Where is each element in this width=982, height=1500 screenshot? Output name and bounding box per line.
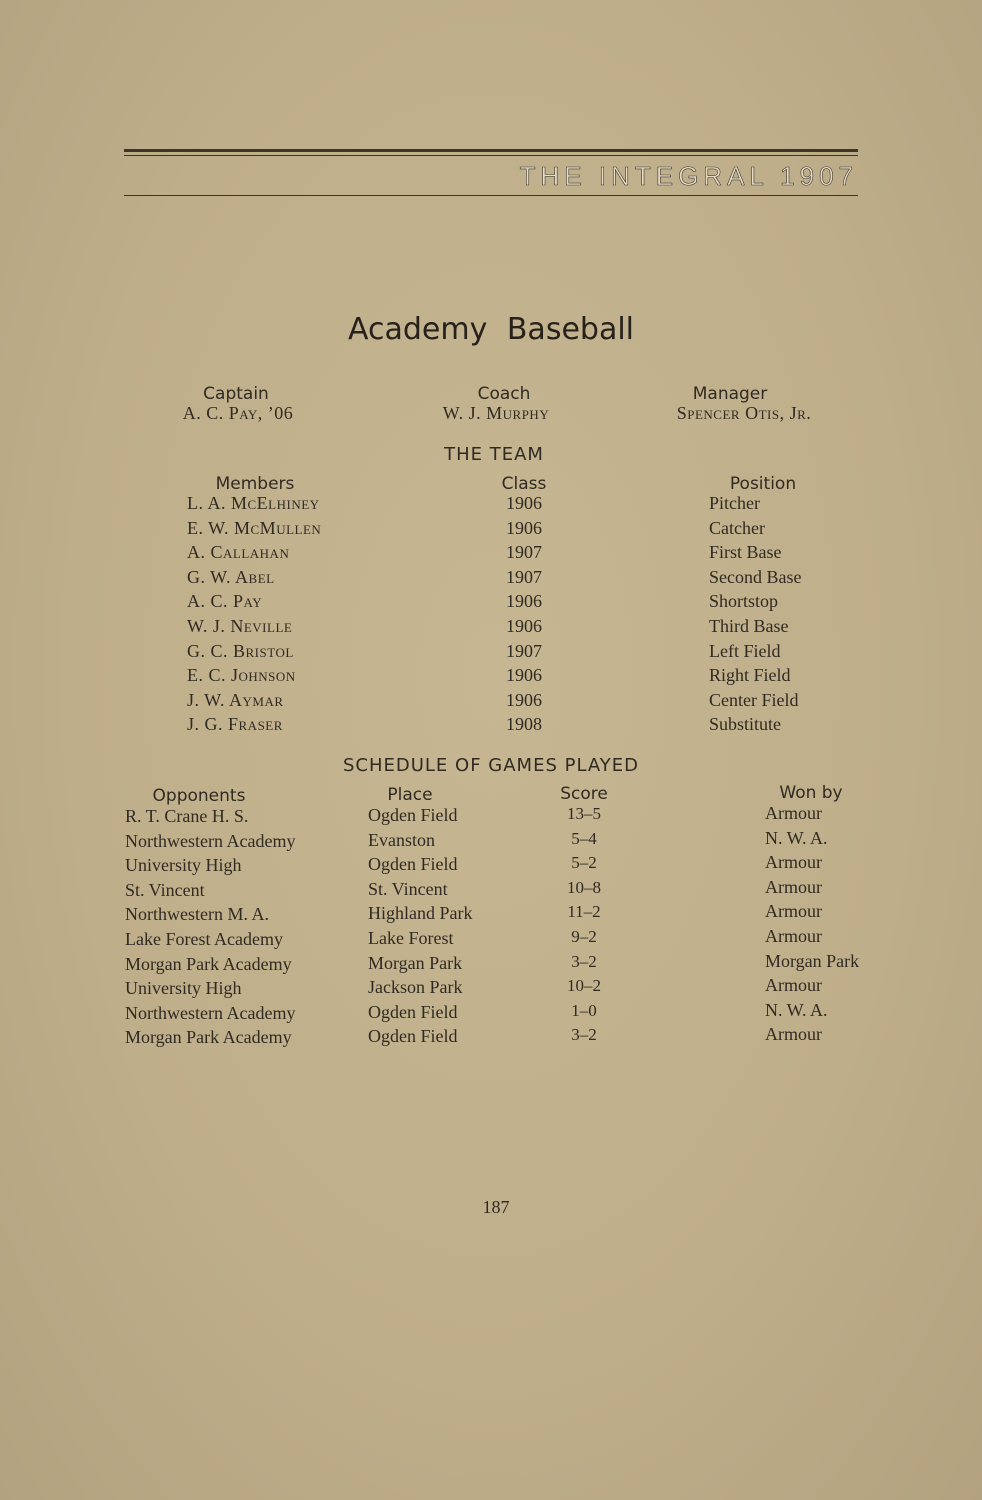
opponents-header: Opponents (152, 786, 246, 806)
member-position: Center Field (709, 690, 799, 710)
member-position: Right Field (709, 665, 791, 685)
game-opponent: University High (125, 978, 242, 998)
page-number: 187 (482, 1197, 510, 1217)
game-won-by: Armour (765, 852, 822, 872)
member-name: A. Callahan (187, 542, 290, 562)
member-class: 1907 (506, 542, 542, 562)
game-score: 1–0 (571, 1001, 597, 1020)
game-place: Jackson Park (368, 977, 463, 997)
game-won-by: Morgan Park (765, 951, 860, 971)
member-name: A. C. Pay (187, 591, 263, 611)
member-position: Catcher (709, 518, 765, 538)
game-place: Lake Forest (368, 928, 454, 948)
member-name: E. C. Johnson (187, 665, 296, 685)
coach-name: W. J. Murphy (442, 403, 550, 423)
game-place: Evanston (368, 830, 435, 850)
game-opponent: Northwestern M. A. (125, 904, 269, 924)
members-header: Members (215, 474, 295, 494)
game-place: Ogden Field (368, 854, 458, 874)
game-score: 3–2 (571, 952, 597, 971)
member-class: 1906 (506, 591, 542, 611)
member-name: J. W. Aymar (187, 690, 284, 710)
game-score: 13–5 (567, 804, 601, 823)
game-opponent: R. T. Crane H. S. (125, 806, 249, 826)
game-score: 9–2 (571, 927, 597, 946)
page-title: Academy Baseball (347, 312, 635, 347)
game-place: Morgan Park (368, 953, 463, 973)
member-class: 1907 (506, 641, 542, 661)
game-opponent: Northwestern Academy (125, 831, 296, 851)
game-won-by: N. W. A. (765, 828, 828, 848)
member-class: 1906 (506, 518, 542, 538)
game-opponent: Morgan Park Academy (125, 1027, 292, 1047)
member-class: 1906 (506, 665, 542, 685)
game-won-by: Armour (765, 975, 822, 995)
game-place: Ogden Field (368, 1002, 458, 1022)
member-position: Third Base (709, 616, 789, 636)
team-heading: THE TEAM (444, 444, 544, 465)
member-class: 1906 (506, 616, 542, 636)
game-won-by: Armour (765, 877, 822, 897)
running-head: THE INTEGRAL 1907 (519, 161, 858, 191)
game-opponent: University High (125, 855, 242, 875)
member-position: Second Base (709, 567, 802, 587)
header-rule-top-thin (124, 155, 858, 156)
game-place: Ogden Field (368, 1026, 458, 1046)
game-won-by: Armour (765, 926, 822, 946)
game-score: 5–2 (571, 853, 597, 872)
member-name: E. W. McMullen (187, 518, 322, 538)
game-score: 10–8 (567, 878, 601, 897)
captain-name: A. C. Pay, ’06 (182, 403, 294, 423)
schedule-heading: SCHEDULE OF GAMES PLAYED (342, 755, 640, 776)
header-rule-bottom (124, 195, 858, 196)
game-opponent: Lake Forest Academy (125, 929, 283, 949)
member-name: W. J. Neville (187, 616, 293, 636)
game-score: 11–2 (567, 902, 601, 921)
member-name: G. W. Abel (187, 567, 275, 587)
member-name: L. A. McElhiney (187, 493, 320, 513)
member-name: J. G. Fraser (187, 714, 283, 734)
game-opponent: Northwestern Academy (125, 1003, 296, 1023)
place-header: Place (387, 785, 433, 805)
game-score: 5–4 (571, 829, 597, 848)
coach-label: Coach (477, 384, 531, 404)
game-won-by: N. W. A. (765, 1000, 828, 1020)
captain-label: Captain (203, 384, 269, 404)
member-name: G. C. Bristol (187, 641, 294, 661)
header-rule-top (124, 149, 858, 152)
game-won-by: Armour (765, 803, 822, 823)
member-position: Substitute (709, 714, 782, 734)
game-opponent: Morgan Park Academy (125, 954, 292, 974)
position-header: Position (729, 474, 797, 494)
game-won-by: Armour (765, 901, 822, 921)
member-position: Shortstop (709, 591, 779, 611)
manager-name: Spencer Otis, Jr. (676, 403, 812, 423)
member-class: 1908 (506, 714, 542, 734)
member-class: 1906 (506, 493, 542, 513)
won-by-header: Won by (779, 783, 843, 803)
class-header: Class (501, 474, 547, 494)
game-place: Ogden Field (368, 805, 458, 825)
game-place: Highland Park (368, 903, 473, 923)
game-score: 10–2 (567, 976, 601, 995)
game-won-by: Armour (765, 1024, 822, 1044)
member-position: Pitcher (709, 493, 760, 513)
member-class: 1906 (506, 690, 542, 710)
game-opponent: St. Vincent (125, 880, 205, 900)
member-class: 1907 (506, 567, 542, 587)
member-position: Left Field (709, 641, 781, 661)
member-position: First Base (709, 542, 782, 562)
score-header: Score (560, 784, 608, 804)
game-place: St. Vincent (368, 879, 448, 899)
manager-label: Manager (692, 384, 768, 404)
game-score: 3–2 (571, 1025, 597, 1044)
